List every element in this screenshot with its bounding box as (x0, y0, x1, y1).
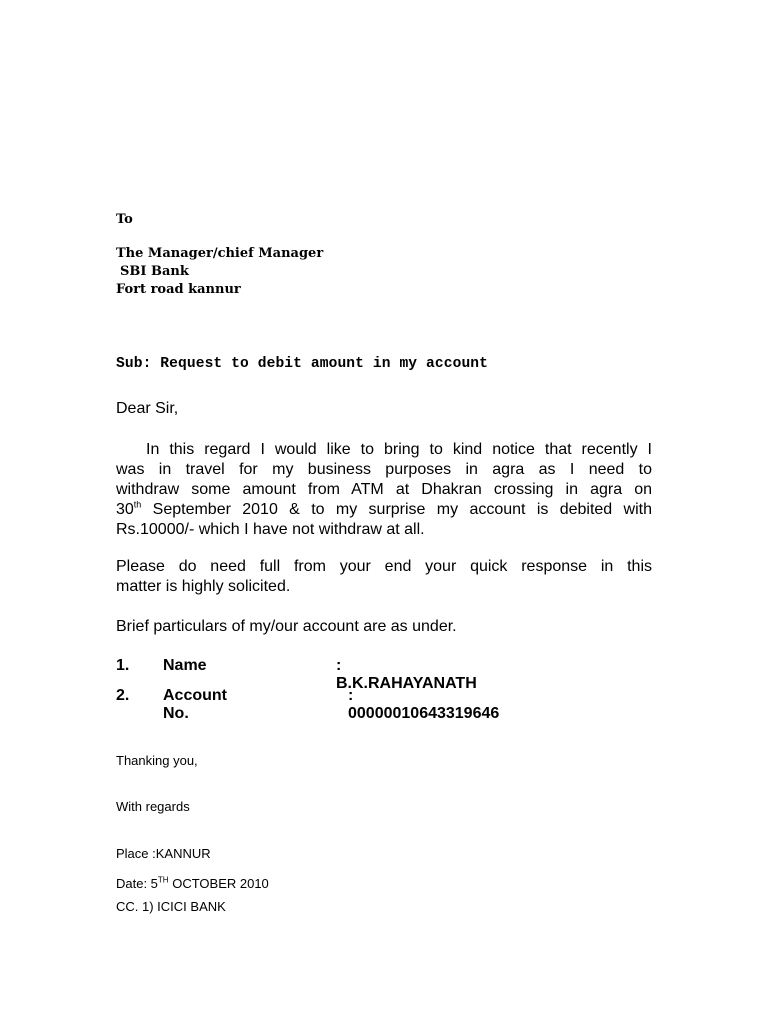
field-value-account: : 00000010643319646 (348, 687, 500, 722)
salutation: Dear Sir, (116, 400, 179, 417)
body-paragraph-2 (116, 557, 652, 597)
body-paragraph-1 (116, 440, 652, 540)
address-line-manager: The Manager/chief Manager (116, 246, 324, 261)
subject-line: Sub: Request to debit amount in my account (116, 356, 489, 372)
paragraph-1-line-5: Rs.10000/- which I have not withdraw at all. (116, 521, 425, 538)
closing-place: Place :KANNUR (116, 846, 211, 861)
paragraph-1-line-2: was in travel for my business purposes in agra as I need to (116, 461, 652, 478)
paragraph-1-line-4-text: September 2010 & to my surprise my account is debited with (141, 501, 652, 518)
to-label: To (116, 212, 133, 227)
paragraph-2-line-2: matter is highly solicited. (116, 578, 291, 595)
date-rest: OCTOBER 2010 (168, 876, 269, 891)
field-label-account: Account No. (163, 687, 227, 722)
date-ordinal: TH (157, 875, 169, 885)
date-day: 30 (116, 501, 134, 518)
closing-date (116, 876, 269, 891)
closing-cc: CC. 1) ICICI BANK (116, 899, 226, 914)
paragraph-1-line-4 (116, 500, 652, 520)
field-label-name: Name (163, 657, 207, 674)
field-value-name: : B.K.RAHAYANATH (336, 657, 477, 692)
address-line-bank: SBI Bank (120, 264, 189, 279)
field-number: 2. (116, 687, 130, 704)
closing-thanks: Thanking you, (116, 753, 198, 768)
date-prefix: Date: 5 (116, 876, 158, 891)
paragraph-1-line-3: withdraw some amount from ATM at Dhakran crossing in agra on (116, 481, 652, 498)
closing-regards: With regards (116, 799, 190, 814)
address-line-location: Fort road kannur (116, 282, 241, 297)
date-ordinal: th (133, 499, 142, 510)
paragraph-2-line-1: Please do need full from your end your quick response in this (116, 558, 652, 575)
body-paragraph-3: Brief particulars of my/our account are as under. (116, 618, 457, 635)
paragraph-1-line-1 (116, 440, 652, 460)
paragraph-1-line-1-text: In this regard I would like to bring to kind notice that recently I (146, 441, 652, 458)
field-number: 1. (116, 657, 130, 674)
